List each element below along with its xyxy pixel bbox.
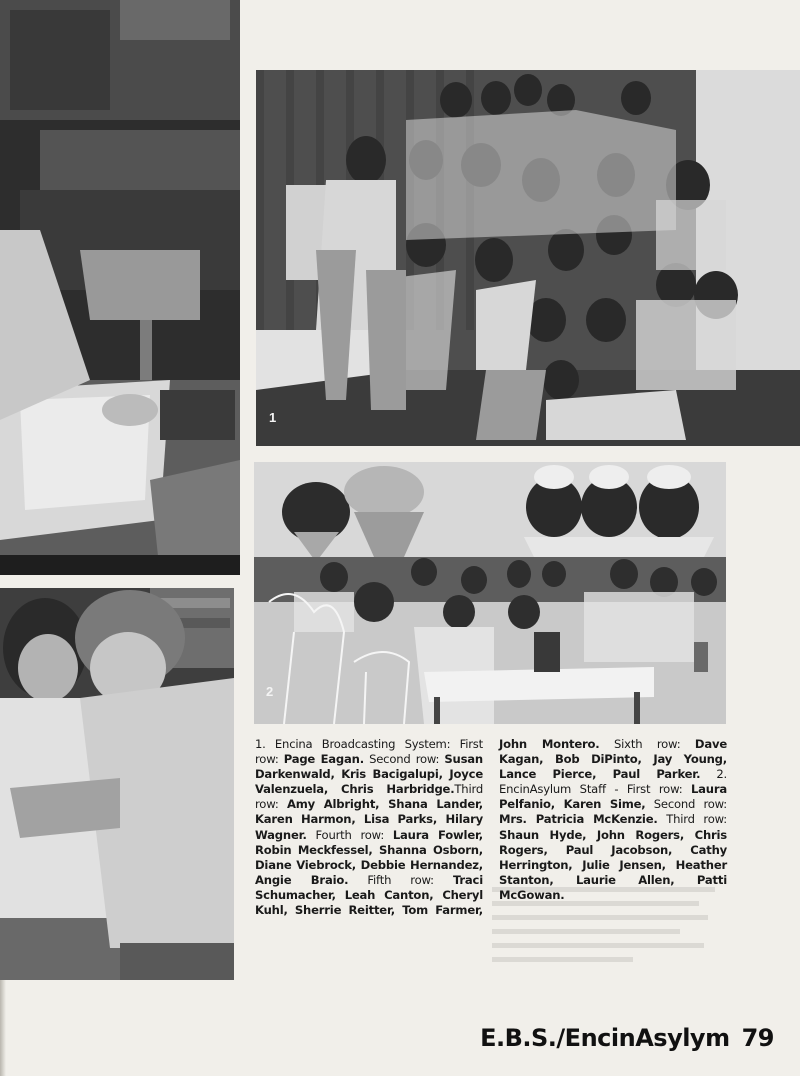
show-through-text — [492, 878, 727, 978]
caption-label: Fifth row: — [348, 872, 453, 887]
caption-names: Amy Albright, Shana Lander, Karen Harmon, Lisa Parks, Hilary Wagner. — [255, 797, 484, 842]
caption-names: Traci Schumacher, Leah Canton, Cheryl Kuhl, Sherrie Reitter, Tom Farmer, John Montero. — [255, 737, 600, 918]
caption-names: Laura Pelfanio, Karen Sime, — [499, 782, 727, 812]
page-footer — [480, 1024, 774, 1052]
photo-student-at-desk — [0, 0, 240, 575]
caption-names: Dave Kagan, Bob DiPinto, Jay Young, Lance Pierce, Paul Parker. — [499, 737, 727, 782]
page-number: 79 — [741, 1024, 774, 1052]
caption-names: Shaun Hyde, John Rogers, Chris Rogers, Paul Jacobson, Cathy Herrington, Julie Jensen, Heather Stanton, Laurie Allen, Patti McGowan. — [499, 827, 727, 902]
caption-label: 1. Encina Broadcasting System: First row: — [255, 737, 483, 767]
caption-label: Sixth row: — [599, 737, 695, 751]
caption-label: Second row: — [363, 752, 445, 767]
caption-label: 2. EncinAsylum Staff - First row: — [499, 767, 727, 797]
caption-label: Third row: — [255, 782, 483, 812]
caption-names: Mrs. Patricia McKenzie. — [499, 812, 658, 827]
photo-2-number: 2 — [266, 684, 274, 699]
caption-names: Susan Darkenwald, Kris Bacigalupi, Joyce Valenzuela, Chris Harbridge. — [255, 752, 483, 797]
photo-two-students — [0, 588, 234, 980]
section-title: E.B.S./EncinAsylym — [480, 1024, 730, 1052]
caption-names: Page Eagan. — [283, 752, 364, 767]
photo-encinasylum-staff — [254, 462, 726, 724]
caption-label: Third row: — [657, 812, 727, 827]
caption-names: Laura Fowler, Robin Meckfessel, Shanna Osborn, Diane Viebrock, Debbie Hernandez, Angie Braio. — [255, 827, 483, 887]
photo-1-number: 1 — [269, 410, 277, 425]
caption-label: Fourth row: — [306, 827, 393, 842]
photo-encina-broadcasting-group — [256, 70, 800, 446]
page-gutter — [0, 980, 6, 1076]
caption-label: Second row: — [645, 797, 727, 812]
